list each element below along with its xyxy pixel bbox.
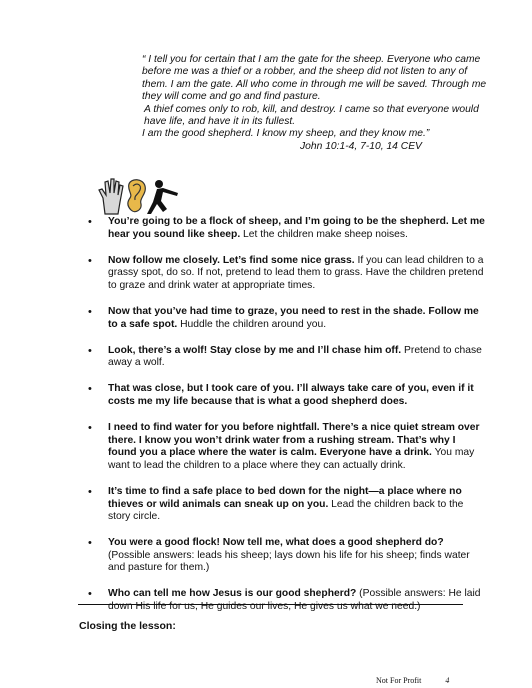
section-divider: [78, 604, 463, 605]
page-number: 4: [445, 676, 450, 685]
movement-figure-icon: [147, 180, 178, 214]
footer-label: Not For Profit: [376, 676, 422, 685]
list-item: • That was close, but I took care of you. I’ll always take care of you, even if it costs me my life because that is what a good shepherd does.: [86, 383, 486, 408]
list-item: • Now that you’ve had time to graze, you need to rest in the shade. Follow me to a safe spot. Huddle the children around you.: [86, 306, 486, 331]
list-item: • Now follow me closely. Let’s find some nice grass. If you can lead children to a grassy spot, do so. If not, pretend to lead them to grass. Have the children pretend to graze and drink water at appropriate times.: [86, 255, 486, 293]
list-item: • Look, there’s a wolf! Stay close by me and I’ll chase him off. Pretend to chase away a wolf.: [86, 345, 486, 370]
hand-icon: [99, 179, 123, 214]
page-footer: [376, 676, 449, 685]
activity-list: [86, 216, 486, 627]
quote-text-3: I am the good shepherd. I know my sheep, and they know me.”: [142, 128, 430, 140]
ear-icon: [128, 180, 145, 212]
closing-heading: Closing the lesson:: [79, 620, 176, 632]
scripture-quote: [142, 54, 487, 153]
quote-reference: John 10:1-4, 7-10, 14 CEV: [300, 140, 422, 152]
list-item: • I need to find water for you before nightfall. There’s a nice quiet stream over there. I know you won’t drink water from a rushing stream. That’s why I found you a place where the water is calm. Everyone have a drink. You may want to lead the children to a place where they can actually drink.: [86, 422, 486, 472]
list-item: • You were a good flock! Now tell me, what does a good shepherd do? (Possible answers: leads his sheep; lays down his life for his sheep; finds water and pasture for them.): [86, 537, 486, 575]
list-item: • You’re going to be a flock of sheep, and I’m going to be the shepherd. Let me hear you sound like sheep. Let the children make sheep noises.: [86, 216, 486, 241]
quote-text-1: “ I tell you for certain that I am the gate for the sheep. Everyone who came before me was a thief or a robber, and the sheep did not listen to any of them. I am the gate. All who come in through me will be saved. Through me they will come and go and find pasture.: [142, 54, 487, 103]
quote-text-2: A thief comes only to rob, kill, and destroy. I came so that everyone would have life, and have it in its fullest.: [144, 103, 479, 128]
activity-icons: [97, 176, 181, 216]
list-item: • Who can tell me how Jesus is our good shepherd? (Possible answers: He laid down His life for us, He guides our lives, He gives us what we need.): [86, 588, 486, 613]
list-item: • It’s time to find a safe place to bed down for the night—a place where no thieves or wild animals can sneak up on you. Lead the children back to the story circle.: [86, 486, 486, 524]
